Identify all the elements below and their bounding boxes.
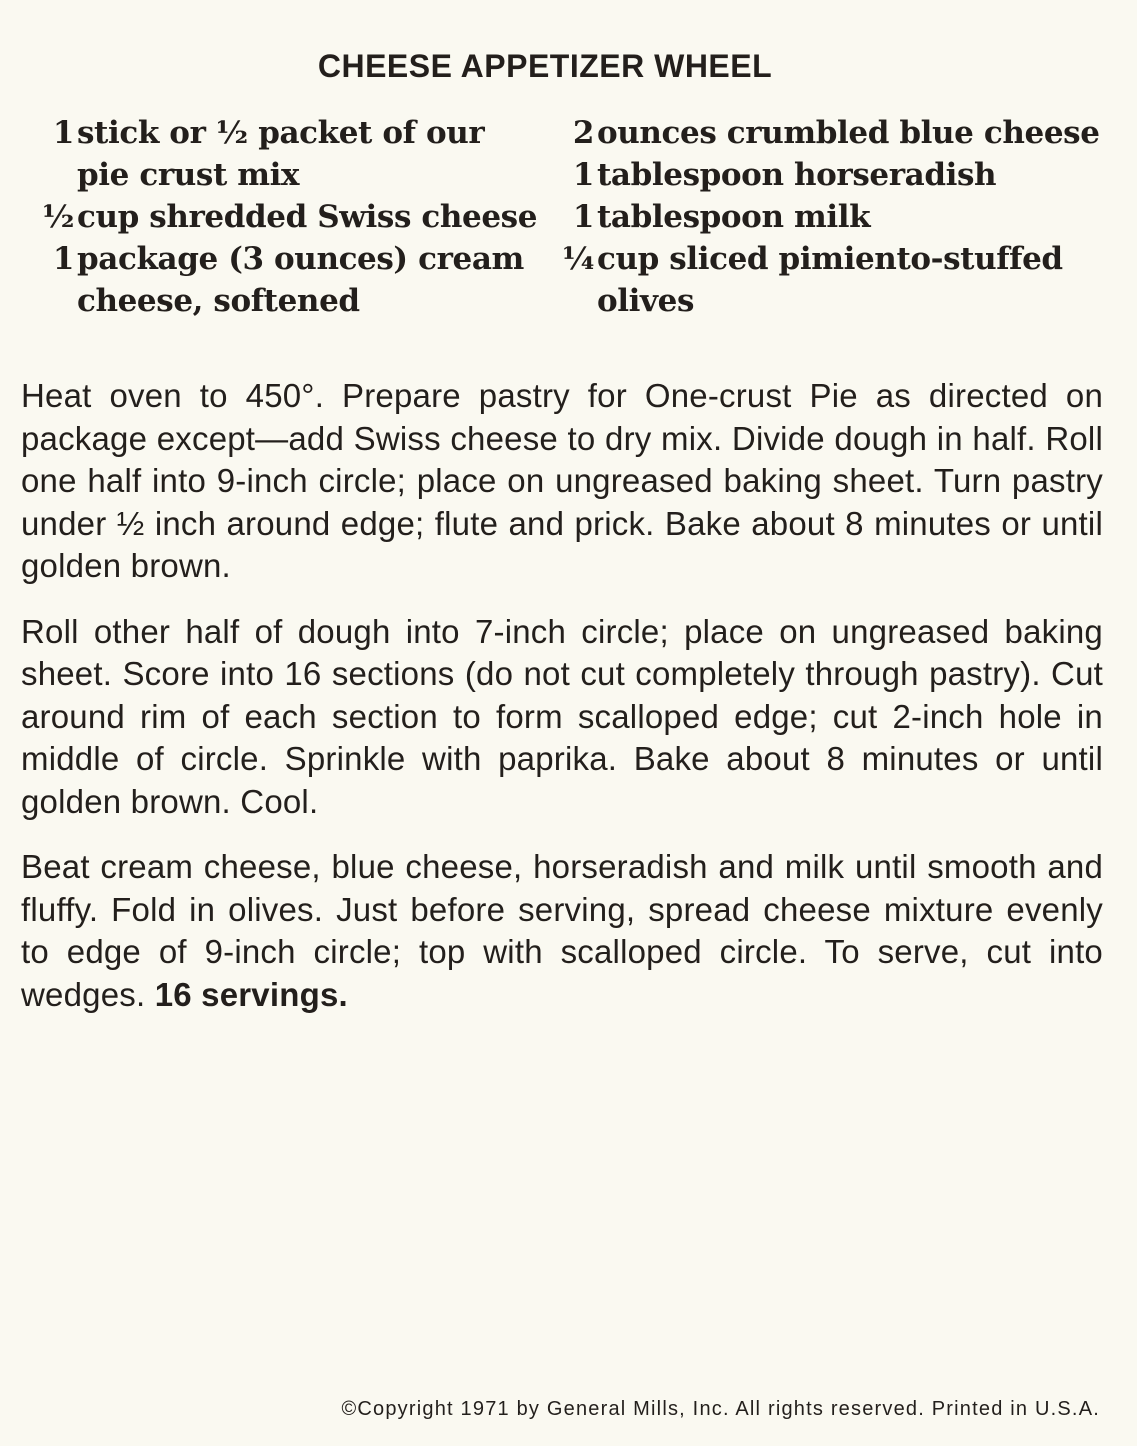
copyright-notice: ©Copyright 1971 by General Mills, Inc. All rights reserved. Printed in U.S.A. <box>341 1398 1100 1420</box>
ingredient-quantity: 1 <box>572 157 594 193</box>
direction-step: Heat oven to 450°. Prepare pastry for One-crust Pie as directed on package except—add Swiss cheese to dry mix. Divide dough in half. Roll one half into 9-inch circle; place on ungreased baking sheet. Turn pastry under ½ inch around edge; flute and prick. Bake about 8 minutes or until golden brown. <box>21 377 1103 584</box>
ingredient-description: tablespoon horseradish <box>597 157 997 193</box>
ingredient-quantity: 1 <box>572 199 594 235</box>
ingredient-description: cup sliced pimiento-stuffed olives <box>597 241 1063 319</box>
ingredient-item <box>540 238 1130 322</box>
directions <box>21 375 1103 1039</box>
direction-step-final <box>21 846 1103 1016</box>
servings-yield: 16 servings. <box>154 975 348 1013</box>
recipe-title: CHEESE APPETIZER WHEEL <box>317 48 773 84</box>
ingredients-section <box>0 112 1137 332</box>
direction-step: Roll other half of dough into 7-inch circle; place on ungreased baking sheet. Score into 16 sections (do not cut completely through pastry). Cut around rim of each section to form scalloped edge; cut 2-inch hole in middle of circle. Sprinkle with paprika. Bake about 8 minutes or until golden brown. Cool. <box>21 612 1103 820</box>
ingredient-description: tablespoon milk <box>597 199 871 235</box>
ingredient-description: stick or ½ packet of our pie crust mix <box>77 115 485 193</box>
ingredient-quantity: ¼ <box>562 241 594 277</box>
ingredient-description: ounces crumbled blue cheese <box>597 115 1100 151</box>
ingredients-left-column <box>20 112 545 322</box>
direction-step-text: Beat cream cheese, blue cheese, horseradish and milk until smooth and fluffy. Fold in olives. Just before serving, spread cheese mixture evenly to edge of 9-inch circle; top with scalloped circle. To serve, cut into wedges. <box>21 848 1103 1013</box>
ingredient-item <box>20 196 545 238</box>
ingredient-item <box>540 112 1130 154</box>
ingredients-right-column <box>540 112 1130 322</box>
ingredient-quantity: 2 <box>572 115 594 151</box>
ingredient-item <box>540 196 1130 238</box>
ingredient-item <box>20 238 545 322</box>
ingredient-item <box>20 112 545 196</box>
ingredient-item <box>540 154 1130 196</box>
ingredient-quantity: ½ <box>42 199 74 235</box>
ingredient-description: package (3 ounces) cream cheese, softened <box>77 241 524 319</box>
ingredient-description: cup shredded Swiss cheese <box>77 199 538 235</box>
ingredient-quantity: 1 <box>52 241 74 277</box>
ingredient-quantity: 1 <box>52 115 74 151</box>
